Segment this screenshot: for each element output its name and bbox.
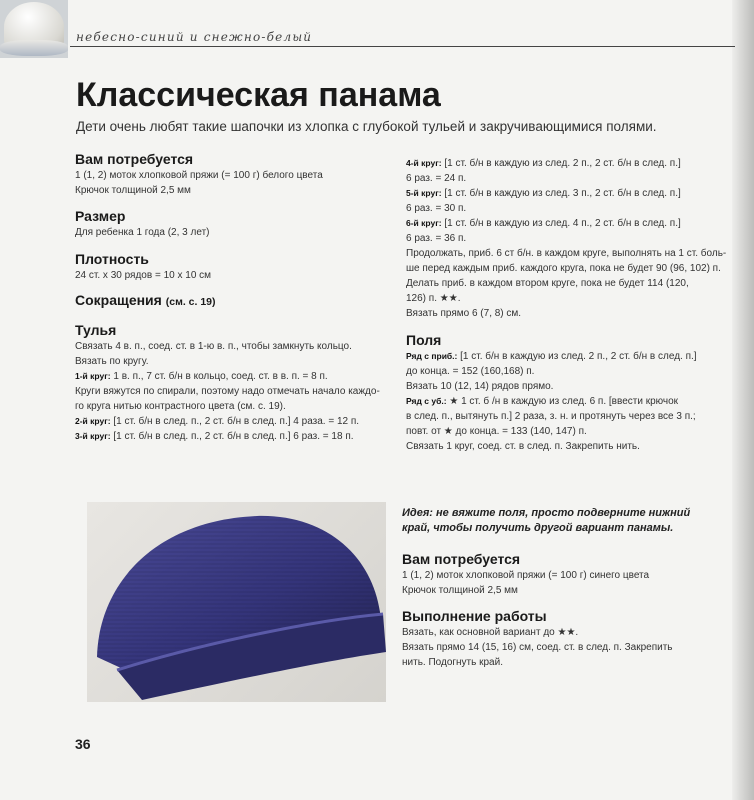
variant-work-heading: Выполнение работы: [402, 608, 547, 624]
crown-note: Круги вяжутся по спирали, поэтому надо отмечать начало каждо-: [75, 386, 380, 397]
crown-intro: Вязать по кругу.: [75, 356, 149, 367]
gauge-text: 24 ст. х 30 рядов = 10 х 10 см: [75, 270, 212, 281]
brim-finish: Связать 1 круг, соед. ст. в след. п. Закрепить нить.: [406, 441, 640, 452]
running-header: небесно-синий и снежно-белый: [76, 30, 313, 44]
gauge-heading: Плотность: [75, 251, 149, 267]
idea-line: Идея: не вяжите поля, просто подверните нижний: [402, 507, 691, 519]
size-text: Для ребенка 1 года (2, 3 лет): [75, 227, 210, 238]
row-text: [1 ст. б/н в каждую из след. 2 п., 2 ст. б/н в след. п.]: [457, 351, 697, 362]
abbreviations-section: [75, 291, 395, 311]
gauge-section: [75, 250, 395, 283]
hat-thumbnail: [0, 0, 68, 58]
round-5-end: 6 раз. = 30 п.: [406, 203, 467, 214]
round-text: [1 ст. б/н в каждую из след. 3 п., 2 ст. б/н в след. п.]: [441, 188, 681, 199]
increase-row-end: до конца. = 152 (160,168) п.: [406, 366, 535, 377]
brim-heading: Поля: [406, 332, 442, 348]
round-label: 4-й круг:: [406, 158, 442, 168]
hat-photo: [87, 502, 386, 702]
variant-materials-heading: Вам потребуется: [402, 551, 521, 567]
idea-line: край, чтобы получить другой вариант панамы.: [402, 522, 674, 534]
row-text: ★ 1 ст. б /н в каждую из след. 6 п. [ввести крючок: [446, 396, 679, 407]
decrease-row-line: в след. п., вытянуть п.] 2 раза, з. н. и протянуть через все 3 п.;: [406, 411, 696, 422]
round-label: 5-й круг:: [406, 188, 442, 198]
round-label: 2-й круг:: [75, 416, 111, 426]
round-label: 6-й круг:: [406, 218, 442, 228]
round-text: [1 ст. б/н в след. п., 2 ст. б/н в след. п.] 6 раз. = 18 п.: [110, 431, 354, 442]
decrease-row-line: повт. от ★ до конца. = 133 (140, 147) п.: [406, 426, 587, 437]
continue-text: 126) п. ★★.: [406, 293, 461, 304]
round-2: [75, 414, 395, 429]
round-text: [1 ст. б/н в каждую из след. 4 п., 2 ст. б/н в след. п.]: [441, 218, 681, 229]
book-spine-shadow: [732, 0, 754, 800]
materials-section: [75, 150, 395, 198]
header-rule: [70, 46, 735, 47]
variant-column: [402, 550, 712, 670]
decrease-row: [406, 394, 731, 409]
variant-work-line: нить. Подогнуть край.: [402, 657, 503, 668]
straight-text: Вязать прямо 6 (7, 8) см.: [406, 308, 522, 319]
brim-section: [406, 331, 731, 454]
row-label: Ряд с приб.:: [406, 351, 458, 361]
round-4-end: 6 раз. = 24 п.: [406, 173, 467, 184]
materials-line: Крючок толщиной 2,5 мм: [75, 185, 191, 196]
page-number: 36: [75, 736, 91, 752]
round-6-end: 6 раз. = 36 п.: [406, 233, 467, 244]
variant-materials-line: Крючок толщиной 2,5 мм: [402, 585, 518, 596]
variant-work-line: Вязать, как основной вариант до ★★.: [402, 627, 579, 638]
materials-heading: Вам потребуется: [75, 151, 194, 167]
page-subtitle: Дети очень любят такие шапочки из хлопка с глубокой тульей и закручивающимися полями.: [76, 119, 657, 134]
round-text: 1 в. п., 7 ст. б/н в кольцо, соед. ст. в в. п. = 8 п.: [110, 371, 328, 382]
round-4: [406, 156, 731, 171]
continue-text: Продолжать, приб. 6 ст б/н. в каждом круге, выполнять на 1 ст. боль-: [406, 248, 727, 259]
brim-straight: Вязать 10 (12, 14) рядов прямо.: [406, 381, 554, 392]
crown-intro: Связать 4 в. п., соед. ст. в 1-ю в. п., чтобы замкнуть кольцо.: [75, 341, 352, 352]
idea-note: [402, 506, 707, 536]
crown-heading: Тулья: [75, 322, 117, 338]
materials-line: 1 (1, 2) моток хлопковой пряжи (= 100 г) белого цвета: [75, 170, 323, 181]
row-label: Ряд с уб.:: [406, 396, 447, 406]
size-heading: Размер: [75, 208, 126, 224]
crown-section: [75, 321, 395, 444]
abbreviations-heading: [75, 291, 395, 311]
round-label: 1-й круг:: [75, 371, 111, 381]
page-title: Классическая панама: [76, 76, 441, 114]
abbreviations-title: Сокращения: [75, 292, 162, 308]
continue-text: Делать приб. в каждом втором круге, пока не будет 114 (120,: [406, 278, 689, 289]
round-text: [1 ст. б/н в след. п., 2 ст. б/н в след. п.] 4 раза. = 12 п.: [110, 416, 360, 427]
round-5: [406, 186, 731, 201]
variant-work-line: Вязать прямо 14 (15, 16) см, соед. ст. в след. п. Закрепить: [402, 642, 673, 653]
variant-materials-line: 1 (1, 2) моток хлопковой пряжи (= 100 г) синего цвета: [402, 570, 650, 581]
increase-row: [406, 349, 731, 364]
round-6: [406, 216, 731, 231]
round-3: [75, 429, 395, 444]
size-section: [75, 207, 395, 240]
round-label: 3-й круг:: [75, 431, 111, 441]
thumbnail-hat-brim: [0, 40, 68, 56]
left-column: [75, 150, 395, 444]
round-1: [75, 369, 395, 384]
round-text: [1 ст. б/н в каждую из след. 2 п., 2 ст. б/н в след. п.]: [441, 158, 681, 169]
continue-text: ше перед каждым приб. каждого круга, пока не будет 90 (96, 102) п.: [406, 263, 721, 274]
abbreviations-ref: (см. с. 19): [165, 296, 216, 308]
navy-hat-illustration: [87, 502, 386, 702]
right-column: [406, 156, 731, 454]
crown-note: го круга нитью контрастного цвета (см. с. 19).: [75, 401, 286, 412]
